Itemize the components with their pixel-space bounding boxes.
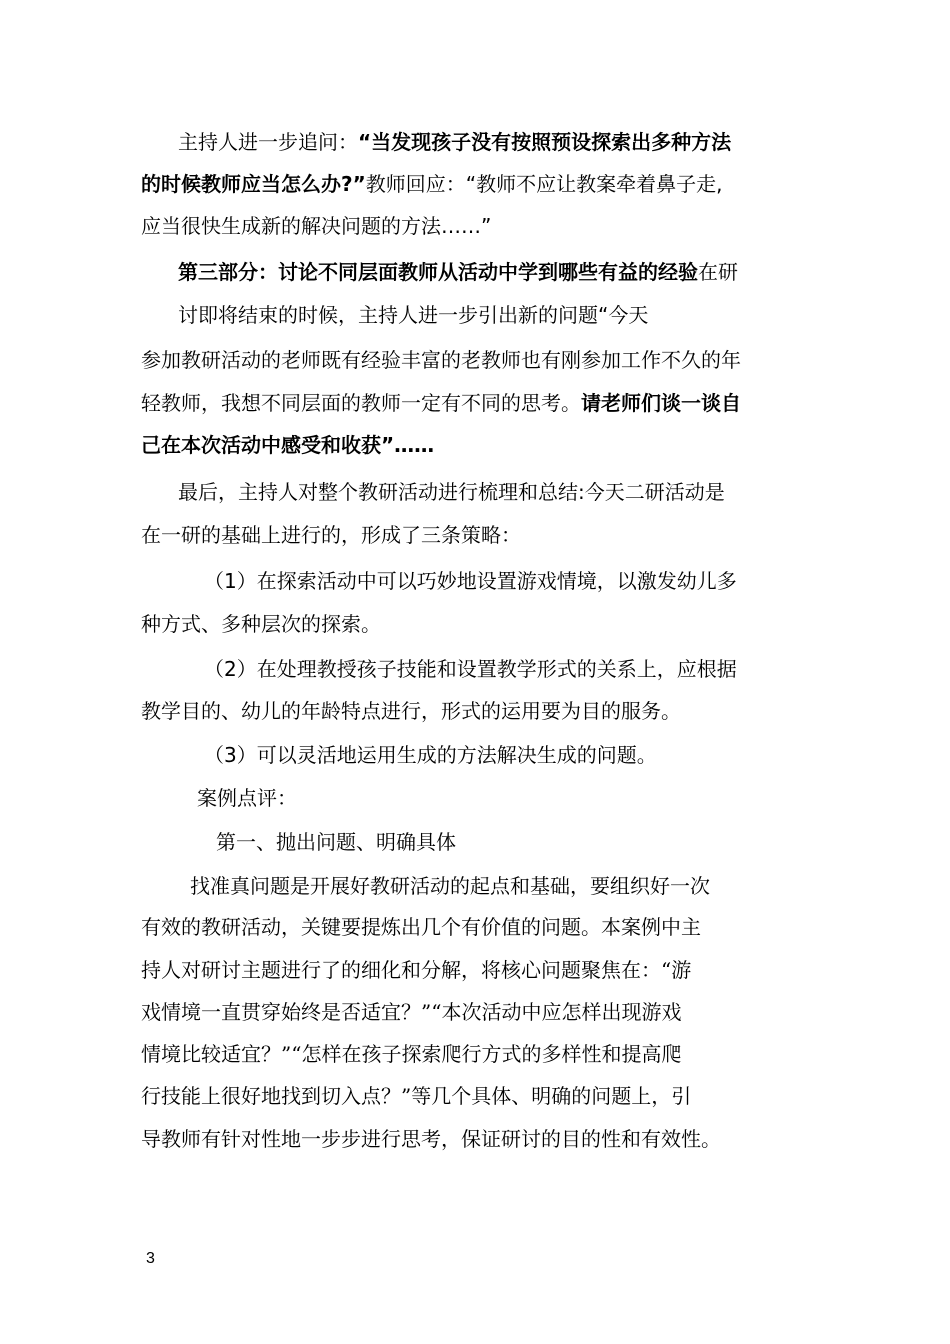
review-heading: 案例点评： bbox=[197, 786, 297, 810]
bold-text-span: 第三部分：讨论不同层面教师从活动中学到哪些有益的经验 bbox=[178, 260, 698, 284]
bold-text-span: 的时候教师应当怎么办?” bbox=[141, 172, 366, 196]
paragraph-line: 讨即将结束的时候，主持人进一步引出新的问题“今天 bbox=[178, 303, 649, 327]
paragraph-line: 参加教研活动的老师既有经验丰富的老教师也有刚参加工作不久的年 bbox=[141, 348, 741, 372]
text-span: 教师回应：“教师不应让教案牵着鼻子走, bbox=[365, 172, 723, 196]
paragraph-line: 行技能上很好地找到切入点？”等几个具体、明确的问题上，引 bbox=[141, 1084, 692, 1108]
text-span: 在研 bbox=[698, 260, 738, 284]
paragraph-line bbox=[178, 258, 738, 286]
paragraph-line: 找准真问题是开展好教研活动的起点和基础，要组织好一次 bbox=[190, 874, 710, 898]
strategy-line: 教学目的、幼儿的年龄特点进行，形式的运用要为目的服务。 bbox=[141, 699, 681, 723]
paragraph-line: 应当很快生成新的解决问题的方法……” bbox=[141, 214, 492, 238]
strategy-line: （1）在探索活动中可以巧妙地设置游戏情境，以激发幼儿多 bbox=[204, 569, 737, 593]
strategy-line: （2）在处理教授孩子技能和设置教学形式的关系上，应根据 bbox=[204, 657, 737, 681]
bold-text-span: 请老师们谈一谈自 bbox=[581, 391, 741, 415]
page-number: 3 bbox=[146, 1250, 155, 1267]
paragraph-line bbox=[141, 389, 741, 417]
paragraph-line: 导教师有针对性地一步步进行思考，保证研讨的目的性和有效性。 bbox=[141, 1127, 721, 1151]
strategy-line: （3）可以灵活地运用生成的方法解决生成的问题。 bbox=[204, 743, 657, 767]
paragraph-line bbox=[141, 170, 722, 198]
text-span: 主持人进一步追问： bbox=[178, 130, 358, 154]
paragraph-line bbox=[178, 128, 731, 156]
paragraph-line: 戏情境一直贯穿始终是否适宜？”“本次活动中应怎样出现游戏 bbox=[141, 1000, 682, 1024]
section-heading: 第一、抛出问题、明确具体 bbox=[216, 830, 456, 854]
strategy-line: 种方式、多种层次的探索。 bbox=[141, 612, 381, 636]
text-span: 轻教师，我想不同层面的教师一定有不同的思考。 bbox=[141, 391, 581, 415]
bold-text-span: “当发现孩子没有按照预设探索出多种方法 bbox=[358, 130, 732, 154]
paragraph-line: 在一研的基础上进行的，形成了三条策略： bbox=[141, 523, 521, 547]
paragraph-line: 己在本次活动中感受和收获”…… bbox=[141, 433, 435, 457]
paragraph-line: 有效的教研活动，关键要提炼出几个有价值的问题。本案例中主 bbox=[141, 915, 701, 939]
paragraph-line: 持人对研讨主题进行了的细化和分解，将核心问题聚焦在：“游 bbox=[141, 958, 692, 982]
paragraph-line: 情境比较适宜？”“怎样在孩子探索爬行方式的多样性和提高爬 bbox=[141, 1042, 682, 1066]
paragraph-line: 最后，主持人对整个教研活动进行梳理和总结:今天二研活动是 bbox=[178, 480, 725, 504]
